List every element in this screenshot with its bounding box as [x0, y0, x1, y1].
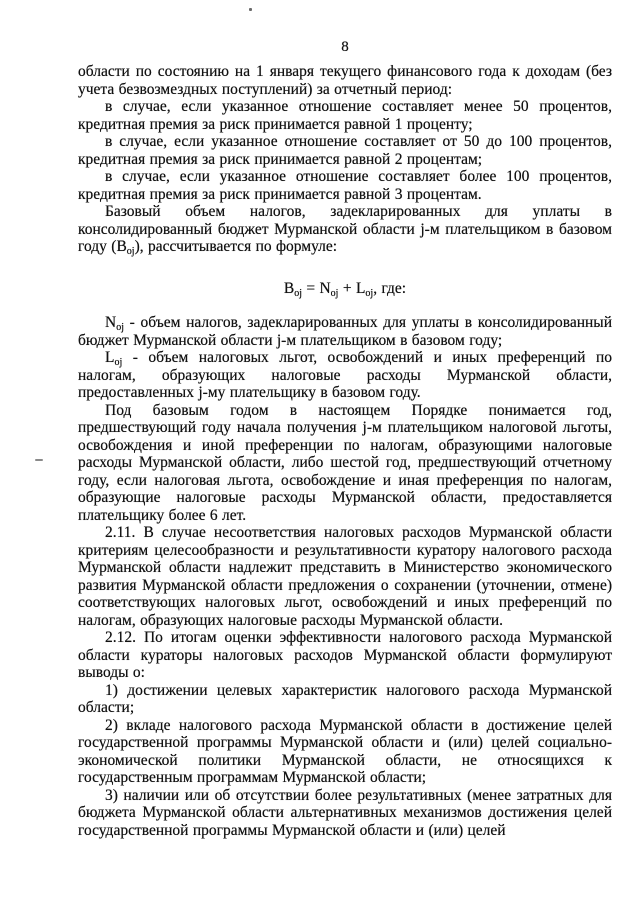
- paragraph-case-less-50: [78, 98, 612, 133]
- text-segment: = N: [301, 279, 331, 297]
- text-segment: 1) достижении целевых характеристик налогового расхода Мурманской области;: [78, 681, 612, 716]
- text-segment: , где:: [373, 279, 407, 297]
- text-segment: N: [105, 314, 117, 331]
- text-segment: 3) наличии или об отсутствии более результативных (менее затратных для бюджета Мурманской области альтернативных механизмов достижения целей государственной программы Мурманской области и (или) целей: [78, 786, 612, 839]
- paragraph-debt-ratio-continuation: [78, 63, 612, 98]
- paragraph-conclusion-item-3: [78, 787, 612, 840]
- text-segment: 2) вкладе налогового расхода Мурманской области в достижение целей государственной программы Мурманской области и (или) целей социально-экономической политики Мурманской области, не относящихся к государственным программам Мурманской области;: [78, 716, 612, 786]
- page-content: [78, 38, 612, 839]
- scan-artifact-dot: [249, 8, 252, 11]
- paragraph-2-11: [78, 524, 612, 629]
- subscript: oj: [114, 357, 123, 368]
- text-segment: в случае, если указанное отношение составляет от 50 до 100 процентов, кредитная премия за риск принимается равной 2 процентам;: [78, 133, 612, 168]
- text-segment: L: [105, 349, 115, 366]
- text-segment: Базовый объем налогов, задекларированных для уплаты в консолидированный бюджет Мурманской области j-м плательщиком в базовом году (В: [78, 203, 612, 255]
- paragraph-conclusion-item-1: [78, 682, 612, 717]
- text-segment: ), рассчитывается по формуле:: [134, 238, 338, 255]
- subscript: oj: [330, 287, 339, 299]
- paragraph-2-12: [78, 629, 612, 682]
- paragraph-case-50-100: [78, 133, 612, 168]
- text-segment: + L: [338, 279, 366, 297]
- text-segment: области по состоянию на 1 января текущего финансового года к доходам (без учета безвозмездных поступлений) за отчетный период:: [78, 63, 612, 98]
- paragraph-base-volume: [78, 203, 612, 256]
- document-body: [78, 63, 612, 839]
- page-number: 8: [341, 39, 349, 55]
- text-segment: - объем налогов, задекларированных для уплаты в консолидированный бюджет Мурманской области j-м плательщиком в базовом году;: [78, 314, 612, 349]
- text-segment: в случае, если указанное отношение составляет менее 50 процентов, кредитная премия за риск принимается равной 1 проценту;: [78, 98, 612, 133]
- text-segment: в случае, если указанное отношение составляет более 100 процентов, кредитная премия за риск принимается равной 3 процентам.: [78, 168, 612, 203]
- paragraph-conclusion-item-2: [78, 717, 612, 787]
- text-segment: Под базовым годом в настоящем Порядке понимается год, предшествующий году начала получения j-м плательщиком налоговой льготы, освобождения и иной преференции по налогам, образующими налоговые расходы Мурманской области, либо шестой год, предшествующий отчетному году, если налоговая льгота, освобождение и иная преференция по налогам, образующие налоговые расходы Мурманской области, предоставляется плательщику более 6 лет.: [78, 401, 612, 524]
- paragraph-noj-definition: [78, 314, 612, 349]
- formula-base-volume: [78, 280, 612, 298]
- subscript: oj: [294, 287, 302, 299]
- paragraph-base-year-definition: [78, 402, 612, 525]
- paragraph-loj-definition: [78, 349, 612, 402]
- text-segment: 2.12. По итогам оценки эффективности налогового расхода Мурманской области кураторы налоговых расходов Мурманской области формулируют выводы о:: [78, 629, 612, 681]
- text-segment: В: [283, 279, 295, 297]
- scan-artifact-dash: [35, 459, 43, 461]
- subscript: oj: [365, 287, 374, 299]
- subscript: oj: [126, 246, 135, 257]
- text-segment: 2.11. В случае несоответствия налоговых расходов Мурманской области критериям целесообразности и результативности куратору налогового расхода Мурманской области надлежит представить в Министерство экономического развития Мурманской области предложения о сохранении (уточнении, отмене) соответствующих налоговых льгот, освобождений и иных преференций по налогам, образующих налоговые расходы Мурманской области.: [78, 524, 612, 629]
- text-segment: - объем налоговых льгот, освобождений и иных преференций по налогам, образующих налоговые расходы Мурманской области, предоставленных j-му плательщику в базовом году.: [78, 349, 612, 401]
- subscript: oj: [116, 322, 124, 333]
- paragraph-case-more-100: [78, 168, 612, 203]
